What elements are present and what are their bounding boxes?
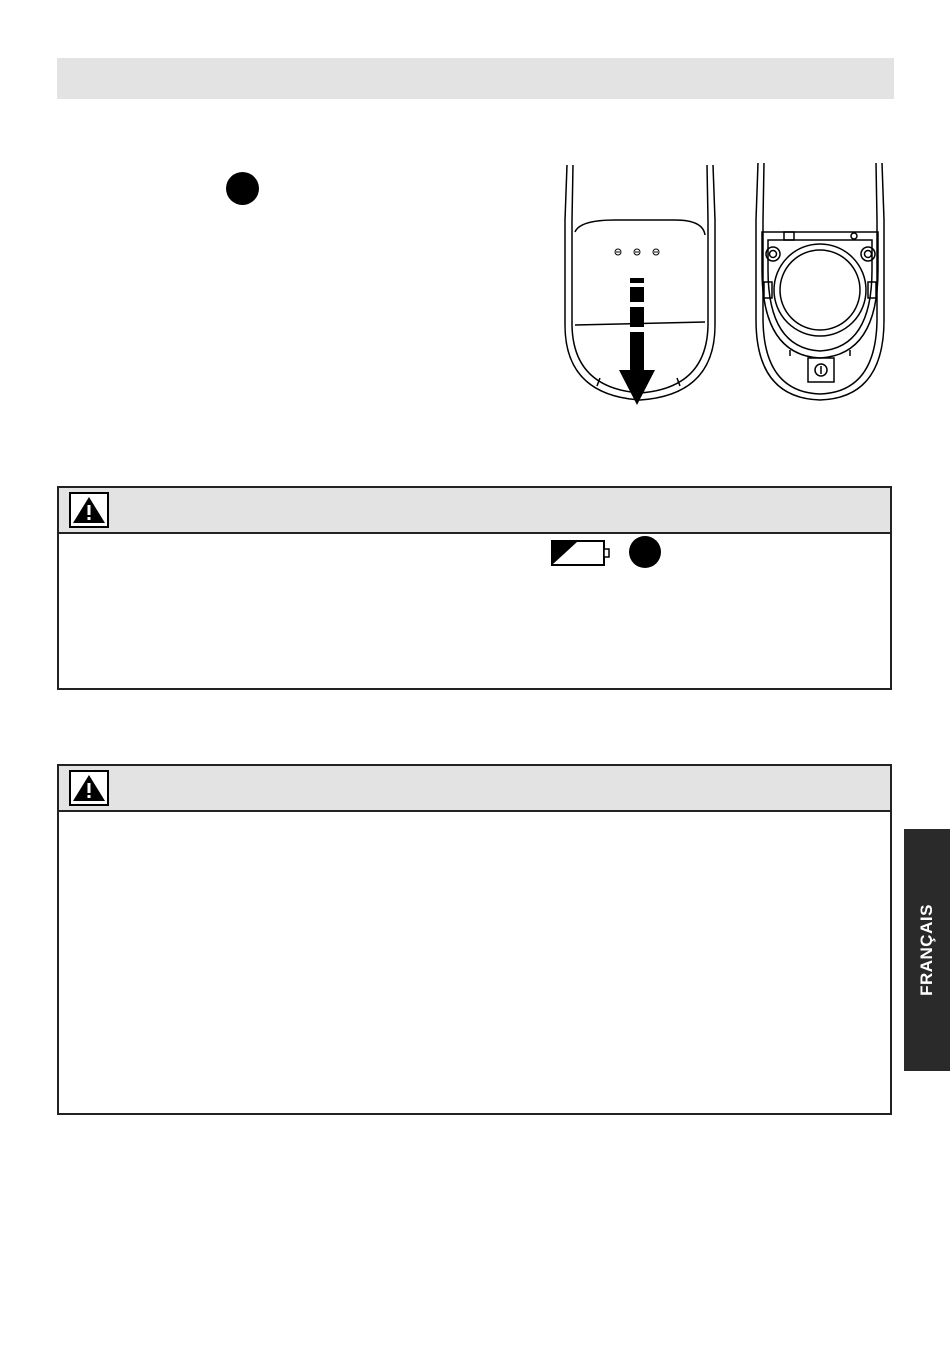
warning-triangle-icon <box>69 492 109 528</box>
language-tab <box>904 829 950 1071</box>
battery-low-icon <box>551 540 611 566</box>
handset-cover-removal-illustration <box>555 160 725 410</box>
warning-box-general <box>57 764 892 1115</box>
warning-header <box>59 488 890 534</box>
step-circle-icon <box>629 536 661 568</box>
section-header-bar <box>57 58 894 99</box>
language-tab-label: FRANÇAIS <box>917 904 936 996</box>
battery-compartment-illustration <box>750 160 900 405</box>
step-circle-icon <box>226 172 259 205</box>
warning-header <box>59 766 890 812</box>
warning-triangle-icon <box>69 770 109 806</box>
warning-box-battery-low <box>57 486 892 690</box>
